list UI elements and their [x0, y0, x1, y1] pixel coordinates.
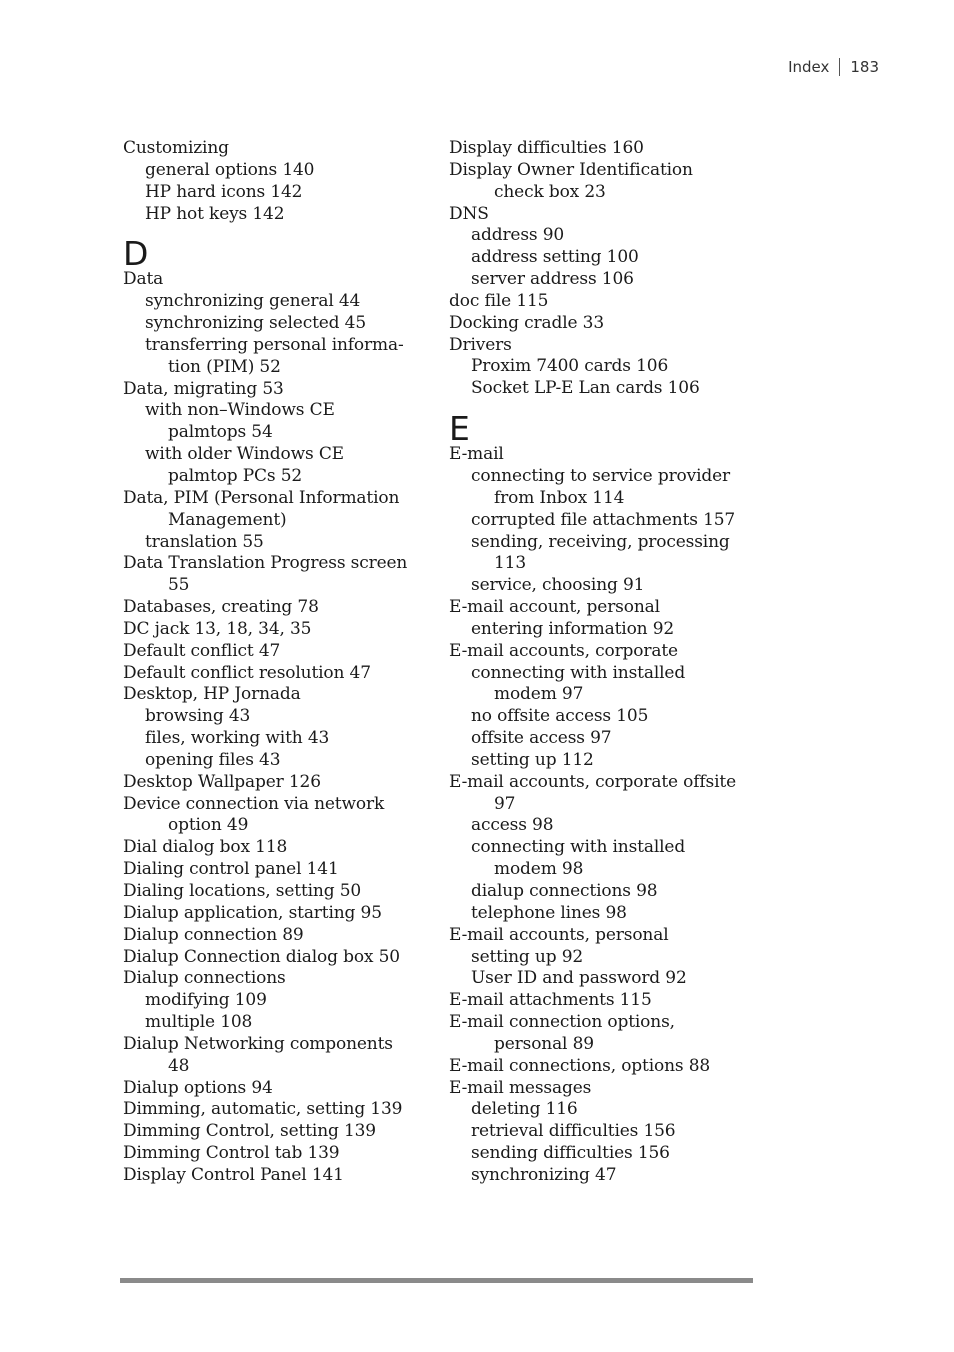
index-subentry: Socket LP-E Lan cards 106: [471, 378, 700, 399]
index-subentry: server address 106: [471, 269, 634, 290]
index-entry: Default conflict 47: [123, 640, 281, 661]
index-subentry: synchronizing selected 45: [145, 313, 366, 334]
index-subentry: synchronizing general 44: [145, 291, 361, 312]
index-subentry: service, choosing 91: [471, 575, 645, 596]
index-subentry: entering information 92: [471, 618, 675, 639]
index-entry: Display difficulties 160: [449, 138, 644, 158]
index-continuation: 55: [168, 575, 190, 596]
index-continuation: check box 23: [494, 181, 606, 202]
index-subentry: with non–Windows CE: [145, 400, 335, 421]
index-entry: Data, migrating 53: [123, 378, 284, 399]
index-continuation: 48: [168, 1055, 190, 1076]
index-subentry: corrupted file attachments 157: [471, 509, 736, 530]
index-entry: Dialup connection 89: [123, 924, 304, 945]
index-entry: E-mail account, personal: [449, 597, 660, 618]
index-entry: Dialup Connection dialog box 50: [123, 946, 400, 967]
index-subentry: offsite access 97: [471, 728, 612, 749]
index-section-letter: D: [123, 234, 149, 274]
index-continuation: personal 89: [494, 1033, 594, 1054]
index-entry: Customizing: [123, 138, 229, 158]
index-subentry: multiple 108: [145, 1012, 253, 1033]
index-continuation: tion (PIM) 52: [168, 356, 281, 377]
section-title: Index: [788, 58, 830, 76]
index-continuation: modem 98: [494, 859, 584, 880]
running-head: [788, 56, 879, 78]
index-subentry: address 90: [471, 225, 565, 246]
index-column-left: [123, 138, 423, 1187]
index-entry: E-mail: [449, 444, 504, 465]
index-subentry: translation 55: [145, 531, 264, 552]
index-subentry: opening files 43: [145, 749, 281, 770]
index-subentry: HP hot keys 142: [145, 203, 285, 224]
index-entry: Dialing control panel 141: [123, 859, 339, 880]
index-entry: Dimming, automatic, setting 139: [123, 1099, 403, 1120]
index-subentry: connecting with installed: [471, 837, 686, 858]
index-entry: doc file 115: [449, 290, 549, 311]
index-subentry: modifying 109: [145, 990, 267, 1011]
index-entry: Data Translation Progress screen: [123, 553, 408, 574]
index-continuation: 113: [494, 553, 526, 574]
index-subentry: setting up 112: [471, 749, 594, 770]
index-continuation: 97: [494, 793, 516, 814]
index-entry: Desktop Wallpaper 126: [123, 771, 321, 792]
index-section-letter: E: [449, 409, 470, 449]
index-entry: Dimming Control, setting 139: [123, 1121, 376, 1142]
index-subentry: User ID and password 92: [471, 968, 687, 989]
index-entry: Dialup application, starting 95: [123, 902, 382, 923]
footer-rule: [120, 1278, 753, 1283]
index-column-right: [449, 138, 759, 1187]
index-subentry: connecting with installed: [471, 662, 686, 683]
index-entry: Dial dialog box 118: [123, 837, 288, 858]
index-subentry: browsing 43: [145, 706, 251, 727]
index-subentry: address setting 100: [471, 247, 639, 268]
index-entry: Data, PIM (Personal Information: [123, 487, 400, 508]
index-entry: Dialup connections: [123, 968, 286, 989]
index-entry: Dialup Networking components: [123, 1033, 393, 1054]
index-entry: Dialing locations, setting 50: [123, 881, 362, 901]
index-entry: Drivers: [449, 334, 512, 355]
index-subentry: files, working with 43: [145, 728, 330, 749]
index-entry: Device connection via network: [123, 793, 385, 814]
index-subentry: Proxim 7400 cards 106: [471, 356, 669, 377]
index-entry: Display Control Panel 141: [123, 1164, 344, 1185]
index-entry: Display Owner Identification: [449, 159, 693, 180]
index-subentry: transferring personal informa-: [145, 334, 404, 355]
index-entry: Docking cradle 33: [449, 312, 605, 333]
index-entry: Dialup options 94: [123, 1077, 273, 1098]
index-continuation: from Inbox 114: [494, 487, 625, 508]
index-entry: Data: [123, 269, 164, 290]
index-subentry: deleting 116: [471, 1099, 578, 1120]
index-continuation: Management): [168, 509, 287, 530]
index-subentry: with older Windows CE: [145, 444, 344, 465]
index-subentry: dialup connections 98: [471, 881, 658, 901]
index-entry: DC jack 13, 18, 34, 35: [123, 618, 312, 639]
index-entry: Dimming Control tab 139: [123, 1143, 340, 1164]
page-number: 183: [850, 58, 879, 76]
index-entry: Default conflict resolution 47: [123, 662, 371, 683]
index-entry: E-mail messages: [449, 1077, 592, 1098]
index-subentry: connecting to service provider: [471, 465, 731, 486]
index-subentry: HP hard icons 142: [145, 181, 303, 202]
index-subentry: telephone lines 98: [471, 902, 627, 923]
index-subentry: no offsite access 105: [471, 706, 649, 727]
index-entry: E-mail accounts, corporate: [449, 640, 678, 661]
index-subentry: general options 140: [145, 159, 315, 180]
index-entry: Databases, creating 78: [123, 597, 319, 618]
index-continuation: palmtops 54: [168, 422, 273, 443]
index-subentry: sending difficulties 156: [471, 1143, 670, 1164]
index-entry: E-mail accounts, corporate offsite: [449, 771, 737, 792]
header-divider: [839, 58, 840, 76]
index-continuation: modem 97: [494, 684, 584, 705]
index-entry: E-mail accounts, personal: [449, 924, 669, 945]
index-continuation: palmtop PCs 52: [168, 465, 303, 486]
index-entry: Desktop, HP Jornada: [123, 684, 301, 705]
index-continuation: option 49: [168, 815, 249, 836]
index-subentry: sending, receiving, processing: [471, 531, 730, 552]
index-subentry: access 98: [471, 815, 554, 836]
index-entry: E-mail attachments 115: [449, 990, 652, 1011]
index-subentry: setting up 92: [471, 946, 584, 967]
index-subentry: retrieval difficulties 156: [471, 1121, 676, 1142]
index-entry: DNS: [449, 203, 489, 224]
index-entry: E-mail connections, options 88: [449, 1055, 711, 1076]
index-subentry: synchronizing 47: [471, 1164, 617, 1185]
index-entry: E-mail connection options,: [449, 1012, 675, 1033]
